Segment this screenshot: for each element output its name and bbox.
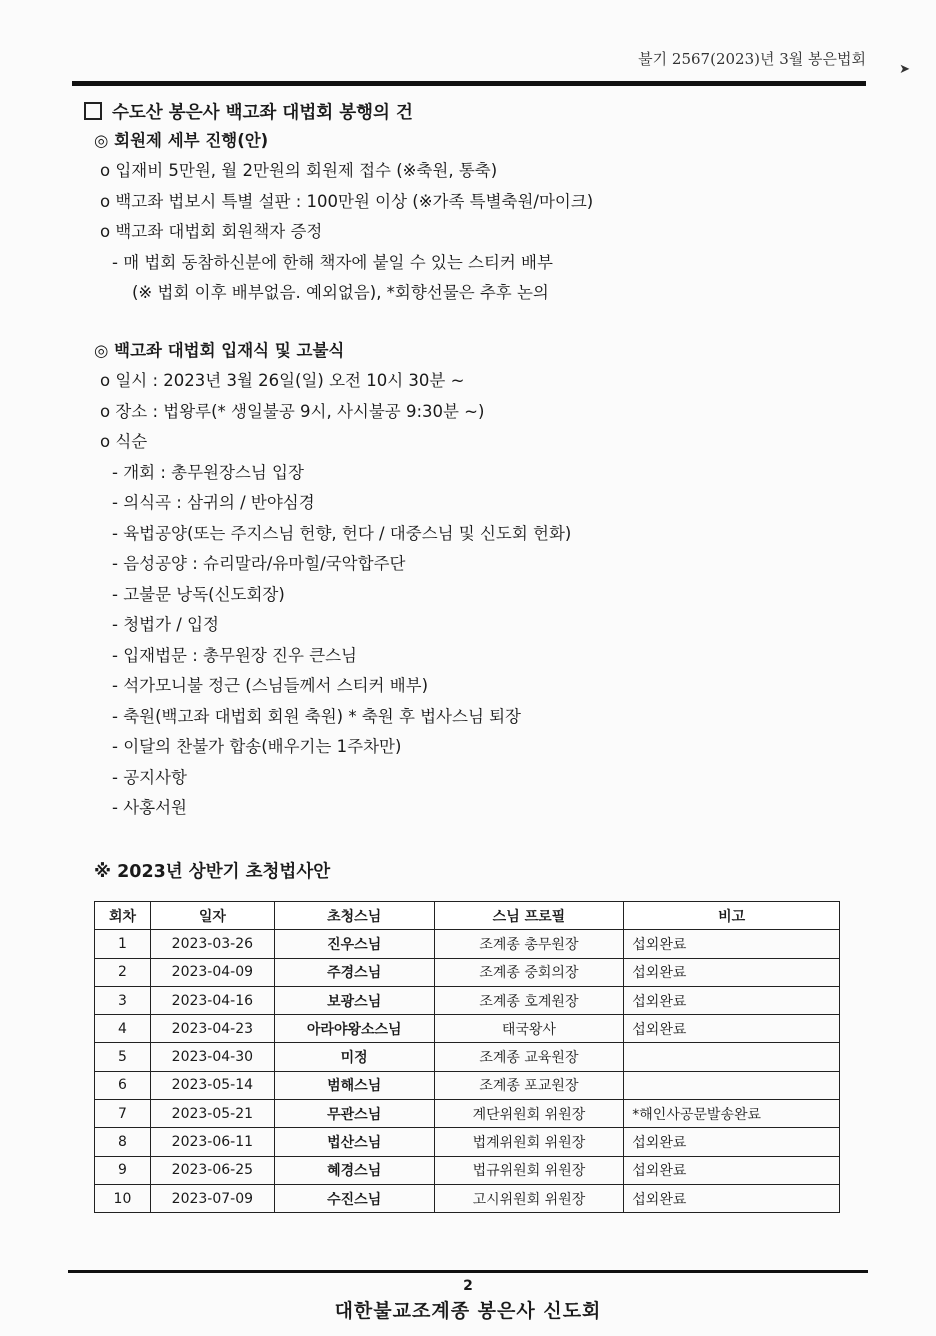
speaker-cell: 미정 bbox=[274, 1043, 434, 1071]
table-row bbox=[95, 1043, 840, 1071]
program-step: - 입재법문 : 총무원장 진우 큰스님 bbox=[112, 645, 357, 665]
round-cell: 10 bbox=[95, 1184, 151, 1212]
list-item: o 백고좌 법보시 특별 설판 : 100만원 이상 (※가족 특별축원/마이크) bbox=[100, 191, 594, 211]
note-cell: 섭외완료 bbox=[624, 986, 840, 1014]
program-step: - 청법가 / 입정 bbox=[112, 615, 219, 634]
speaker-cell: 무관스님 bbox=[274, 1100, 434, 1128]
date-cell: 2023-05-14 bbox=[150, 1071, 274, 1099]
round-cell: 7 bbox=[95, 1100, 151, 1128]
profile-cell: 법계위원회 위원장 bbox=[434, 1128, 624, 1156]
program-step: - 개회 : 총무원장스님 입장 bbox=[112, 462, 304, 482]
date-cell: 2023-04-09 bbox=[150, 958, 274, 986]
program-step: - 석가모니불 정근 (스님들께서 스티커 배부) bbox=[112, 676, 429, 695]
program-step: - 사홍서원 bbox=[112, 798, 187, 817]
header-text: 불기 2567(2023)년 3월 봉은법회 bbox=[638, 50, 866, 68]
sub-item: - 매 법회 동참하신분에 한해 책자에 붙일 수 있는 스티커 배부 bbox=[112, 252, 553, 272]
checkbox-icon bbox=[84, 102, 102, 120]
date-cell: 2023-06-11 bbox=[150, 1128, 274, 1156]
note-cell: 섭외완료 bbox=[624, 1128, 840, 1156]
round-cell: 1 bbox=[95, 930, 151, 958]
profile-cell: 조계종 총무원장 bbox=[434, 930, 624, 958]
column-header-speaker: 초청스님 bbox=[274, 902, 434, 930]
section-heading: ◎ 회원제 세부 진행(안) bbox=[94, 131, 269, 150]
table-row bbox=[95, 1100, 840, 1128]
list-item: o 백고좌 대법회 회원책자 증정 bbox=[100, 222, 323, 241]
section-heading: ◎ 백고좌 대법회 입재식 및 고불식 bbox=[94, 341, 345, 360]
table-row bbox=[95, 930, 840, 958]
round-cell: 3 bbox=[95, 986, 151, 1014]
arrow-icon: ➤ bbox=[899, 62, 910, 77]
speaker-cell: 주경스님 bbox=[274, 958, 434, 986]
list-item: o 식순 bbox=[100, 432, 148, 451]
note-cell: 섭외완료 bbox=[624, 1156, 840, 1184]
round-cell: 6 bbox=[95, 1071, 151, 1099]
table-row bbox=[95, 1071, 840, 1099]
column-header-date: 일자 bbox=[150, 902, 274, 930]
round-cell: 4 bbox=[95, 1015, 151, 1043]
list-item: o 장소 : 법왕루(* 생일불공 9시, 사시불공 9:30분 ~) bbox=[100, 401, 485, 421]
speaker-cell: 범해스님 bbox=[274, 1071, 434, 1099]
profile-cell: 태국왕사 bbox=[434, 1015, 624, 1043]
speaker-cell: 법산스님 bbox=[274, 1128, 434, 1156]
program-step: - 육법공양(또는 주지스님 헌향, 헌다 / 대중스님 및 신도회 헌화) bbox=[112, 523, 572, 543]
program-step: - 음성공양 : 슈리말라/유마힐/국악합주단 bbox=[112, 554, 406, 573]
table-row bbox=[95, 1128, 840, 1156]
list-item: o 일시 : 2023년 3월 26일(일) 오전 10시 30분 ~ bbox=[100, 371, 465, 390]
table-row bbox=[95, 1184, 840, 1212]
header-rule bbox=[72, 81, 866, 86]
table-row bbox=[95, 1156, 840, 1184]
note-cell: 섭외완료 bbox=[624, 1015, 840, 1043]
table-heading: ※ 2023년 상반기 초청법사안 bbox=[94, 862, 331, 882]
profile-cell: 조계종 포교원장 bbox=[434, 1071, 624, 1099]
list-item: o 입재비 5만원, 월 2만원의 회원제 접수 (※축원, 통축) bbox=[100, 161, 498, 180]
round-cell: 2 bbox=[95, 958, 151, 986]
note-cell: 섭외완료 bbox=[624, 930, 840, 958]
profile-cell: 계단위원회 위원장 bbox=[434, 1100, 624, 1128]
page-number: 2 bbox=[463, 1278, 473, 1294]
date-cell: 2023-04-16 bbox=[150, 986, 274, 1014]
program-step: - 축원(백고좌 대법회 회원 축원) * 축원 후 법사스님 퇴장 bbox=[112, 706, 522, 726]
round-cell: 9 bbox=[95, 1156, 151, 1184]
program-step: - 공지사항 bbox=[112, 767, 187, 787]
column-header-profile: 스님 프로필 bbox=[434, 902, 624, 930]
speaker-cell: 수진스님 bbox=[274, 1184, 434, 1212]
date-cell: 2023-03-26 bbox=[150, 930, 274, 958]
profile-cell: 고시위원회 위원장 bbox=[434, 1184, 624, 1212]
note-cell bbox=[624, 1071, 840, 1099]
profile-cell: 법규위원회 위원장 bbox=[434, 1156, 624, 1184]
column-header-round: 회차 bbox=[95, 902, 151, 930]
note-cell: *해인사공문발송완료 bbox=[624, 1100, 840, 1128]
title-text: 수도산 봉은사 백고좌 대법회 봉행의 건 bbox=[112, 102, 413, 123]
date-cell: 2023-06-25 bbox=[150, 1156, 274, 1184]
speaker-table bbox=[94, 901, 840, 1213]
round-cell: 5 bbox=[95, 1043, 151, 1071]
program-step: - 이달의 찬불가 합송(배우기는 1주차만) bbox=[112, 737, 402, 756]
speaker-cell: 혜경스님 bbox=[274, 1156, 434, 1184]
table-row bbox=[95, 1015, 840, 1043]
document-title bbox=[84, 96, 864, 126]
date-cell: 2023-07-09 bbox=[150, 1184, 274, 1212]
date-cell: 2023-05-21 bbox=[150, 1100, 274, 1128]
speaker-cell: 아라야왕소스님 bbox=[274, 1015, 434, 1043]
date-cell: 2023-04-23 bbox=[150, 1015, 274, 1043]
speaker-cell: 진우스님 bbox=[274, 930, 434, 958]
sub-item-continuation: (※ 법회 이후 배부없음. 예외없음), *회향선물은 추후 논의 bbox=[132, 283, 549, 302]
profile-cell: 조계종 중회의장 bbox=[434, 958, 624, 986]
program-step: - 의식곡 : 삼귀의 / 반야심경 bbox=[112, 493, 315, 512]
note-cell: 섭외완료 bbox=[624, 1184, 840, 1212]
footer-org-name: 대한불교조계종 봉은사 신도회 bbox=[334, 1300, 602, 1322]
footer-rule bbox=[68, 1270, 868, 1273]
document-body bbox=[84, 96, 864, 824]
column-header-note: 비고 bbox=[624, 902, 840, 930]
profile-cell: 조계종 교육원장 bbox=[434, 1043, 624, 1071]
table-row bbox=[95, 986, 840, 1014]
table-header-row bbox=[95, 902, 840, 930]
speaker-cell: 보광스님 bbox=[274, 986, 434, 1014]
round-cell: 8 bbox=[95, 1128, 151, 1156]
profile-cell: 조계종 호계원장 bbox=[434, 986, 624, 1014]
program-step: - 고불문 낭독(신도회장) bbox=[112, 584, 285, 604]
date-cell: 2023-04-30 bbox=[150, 1043, 274, 1071]
note-cell: 섭외완료 bbox=[624, 958, 840, 986]
table-row bbox=[95, 958, 840, 986]
note-cell bbox=[624, 1043, 840, 1071]
